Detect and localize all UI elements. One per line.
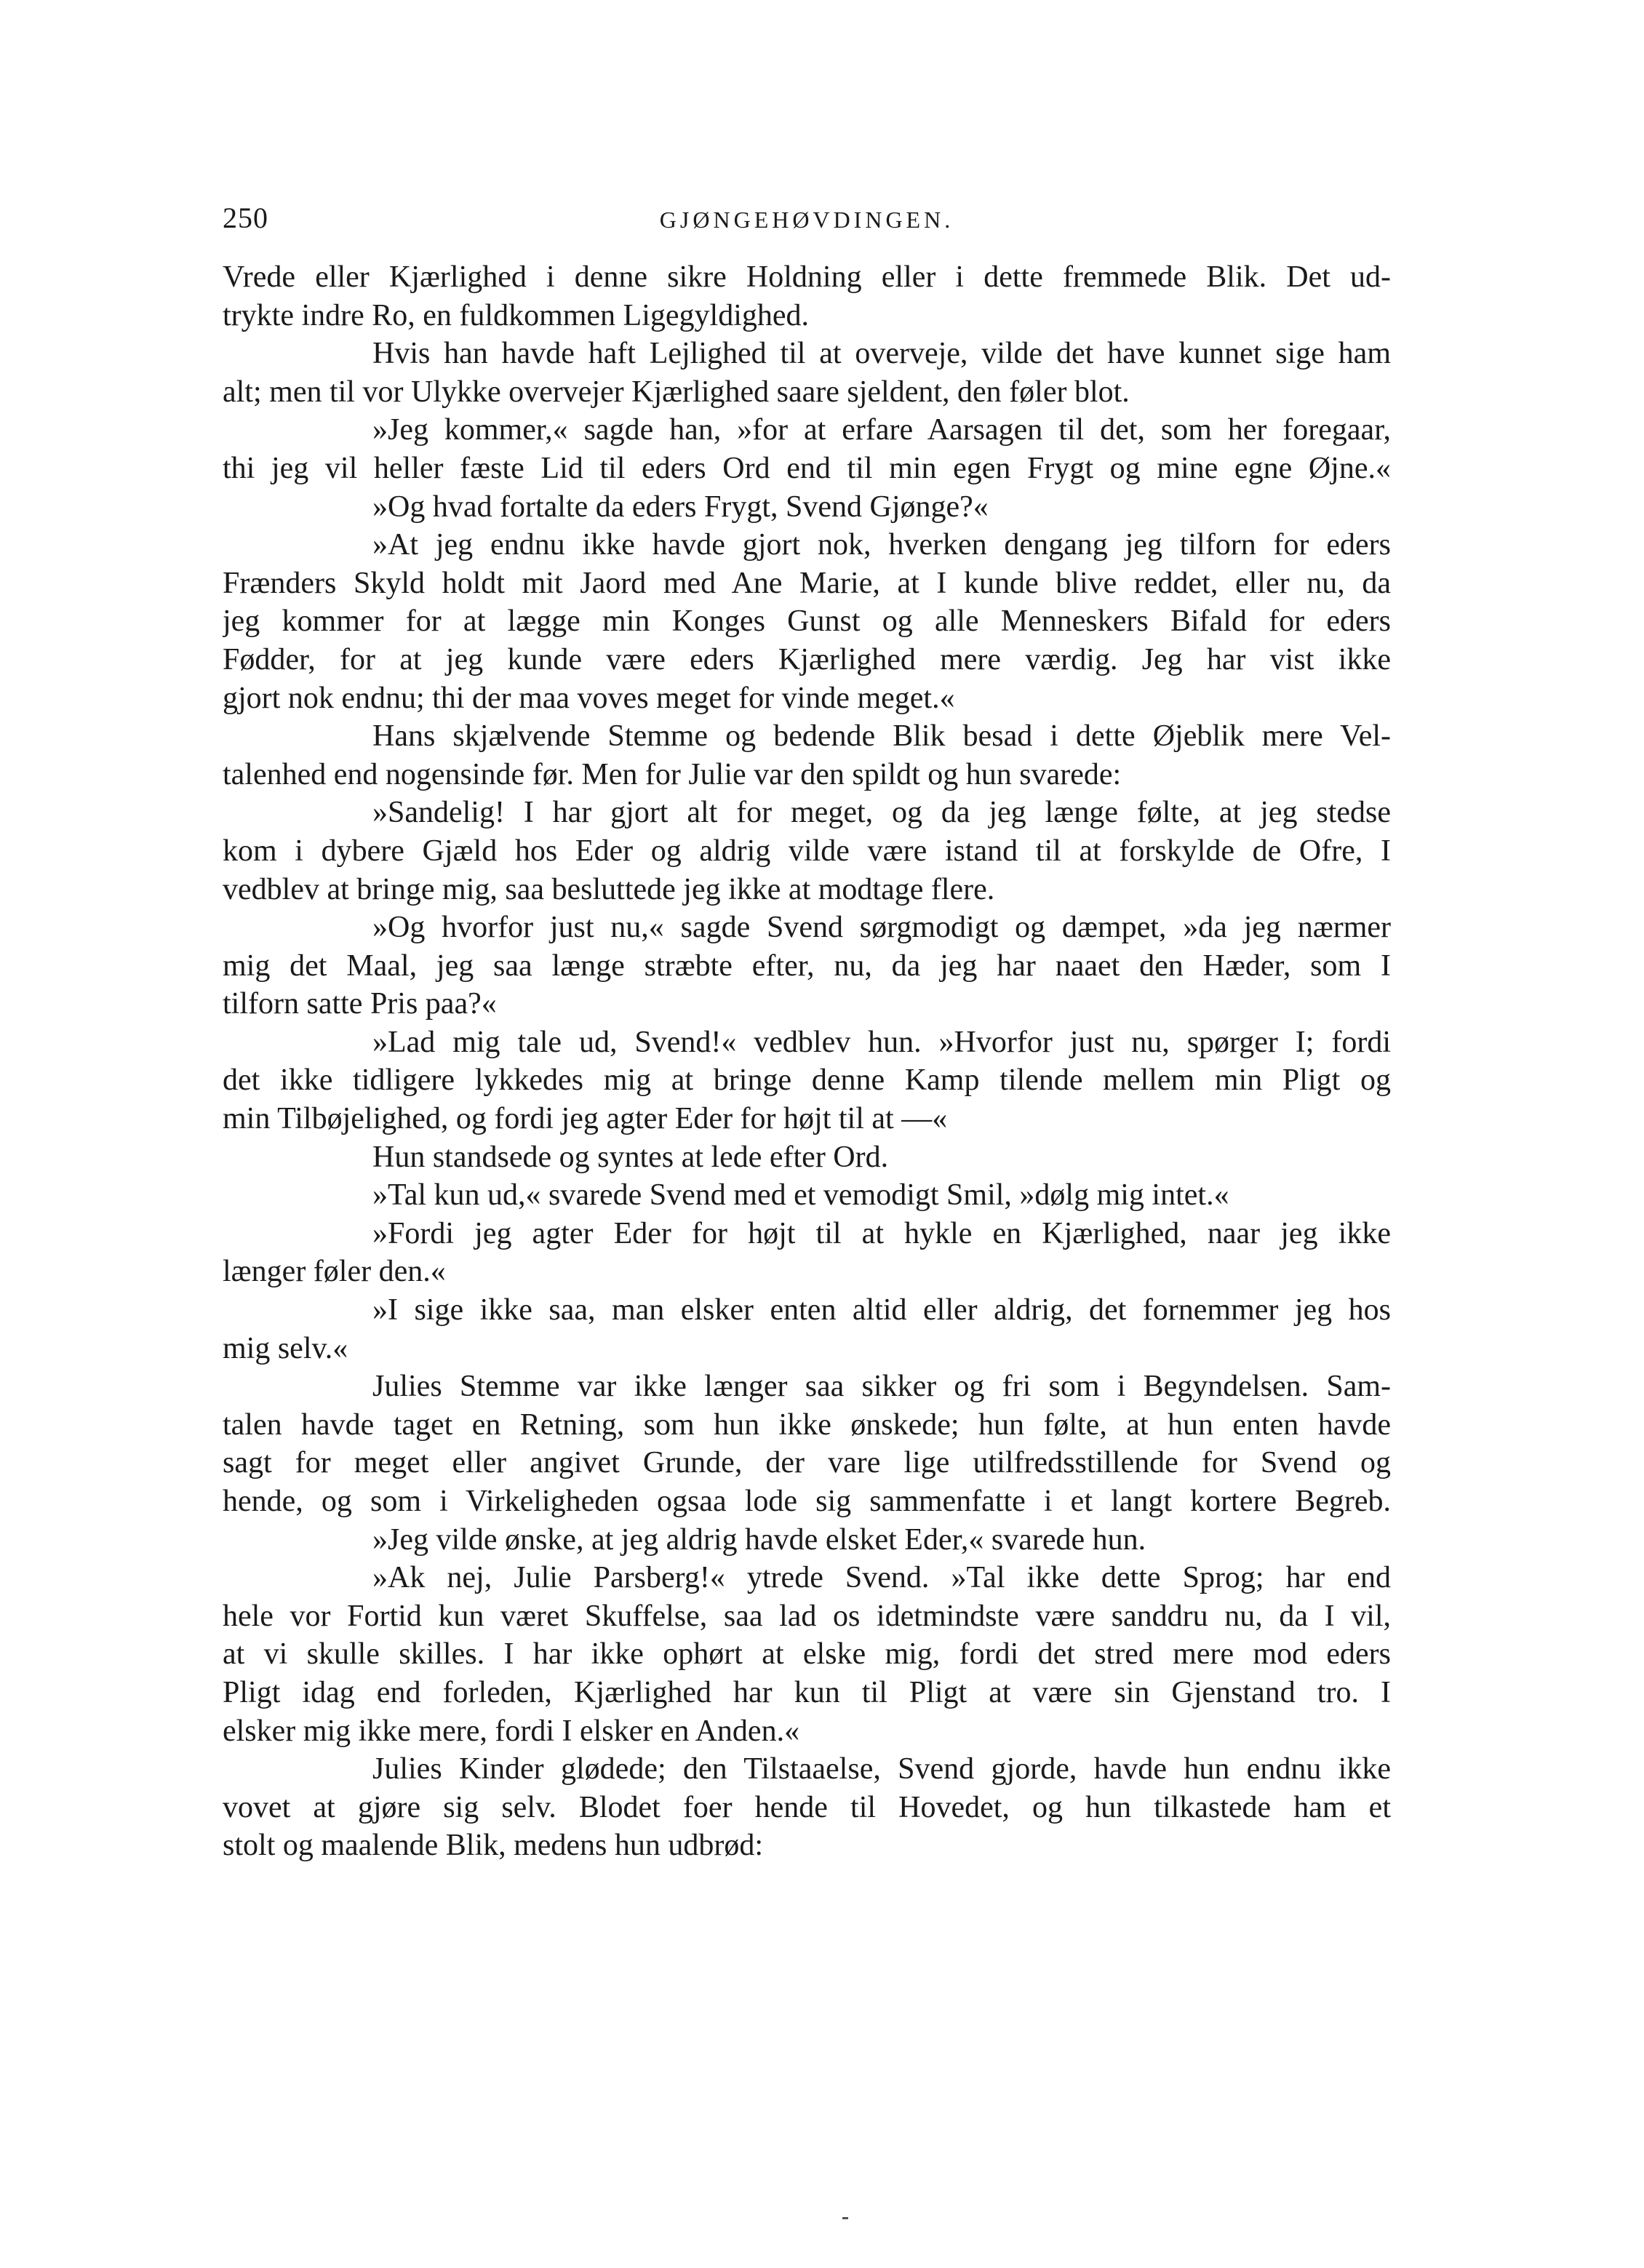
text-line: elsker mig ikke mere, fordi I elsker en Anden.« (223, 1714, 800, 1748)
text-line: »Jeg vilde ønske, at jeg aldrig havde elsket Eder,« svarede hun. (372, 1522, 1146, 1557)
text-line: Julies Stemme var ikke længer saa sikker og fri som i Begyndelsen. Sam- (372, 1370, 1391, 1404)
text-line: mig selv.« (223, 1331, 348, 1365)
text-line: mig det Maal, jeg saa længe stræbte efter, nu, da jeg har naaet den Hæder, som I (223, 949, 1391, 983)
text-line: sagt for meget eller angivet Grunde, der vare lige utilfredsstillende for Svend og (223, 1446, 1391, 1480)
text-line: Julies Kinder glødede; den Tilstaaelse, Svend gjorde, havde hun endnu ikke (372, 1752, 1391, 1786)
text-line: »Fordi jeg agter Eder for højt til at hykle en Kjærlighed, naar jeg ikke (372, 1216, 1391, 1250)
text-line: tilforn satte Pris paa?« (223, 987, 497, 1021)
page-header (223, 201, 1391, 244)
text-line: »At jeg endnu ikke havde gjort nok, hverken dengang jeg tilforn for eders (372, 528, 1391, 562)
text-line: alt; men til vor Ulykke overvejer Kjærlighed saare sjeldent, den føler blot. (223, 375, 1130, 409)
text-line: talenhed end nogensinde før. Men for Julie var den spildt og hun svarede: (223, 757, 1122, 791)
text-line: kom i dybere Gjæld hos Eder og aldrig vilde være istand til at forskylde de Ofre, I (223, 834, 1391, 868)
text-line: hele vor Fortid kun været Skuffelse, saa lad os idetmindste være sanddru nu, da I vil, (223, 1599, 1391, 1633)
text-line: »Lad mig tale ud, Svend!« vedblev hun. »Hvorfor just nu, spørger I; fordi (372, 1025, 1391, 1059)
text-line: Fødder, for at jeg kunde være eders Kjærlighed mere værdig. Jeg har vist ikke (223, 642, 1391, 676)
text-line: thi jeg vil heller fæste Lid til eders Ord end til min egen Frygt og mine egne Øjne.« (223, 451, 1391, 485)
text-line: talen havde taget en Retning, som hun ikke ønskede; hun følte, at hun enten havde (223, 1407, 1391, 1442)
text-line: »Og hvad fortalte da eders Frygt, Svend Gjønge?« (372, 490, 989, 524)
text-line: Vrede eller Kjærlighed i denne sikre Holdning eller i dette fremmede Blik. Det ud- (223, 260, 1391, 294)
text-line: Hans skjælvende Stemme og bedende Blik besad i dette Øjeblik mere Vel- (372, 719, 1391, 754)
page-number: 250 (223, 201, 268, 234)
text-line: længer føler den.« (223, 1255, 446, 1289)
text-line: jeg kommer for at lægge min Konges Gunst og alle Menneskers Bifald for eders (223, 604, 1391, 639)
text-line: gjort nok endnu; thi der maa voves meget for vinde meget.« (223, 681, 955, 715)
text-line: min Tilbøjelighed, og fordi jeg agter Eder for højt til at —« (223, 1102, 948, 1136)
text-line: »I sige ikke saa, man elsker enten altid eller aldrig, det fornemmer jeg hos (372, 1293, 1391, 1327)
text-line: Frænders Skyld holdt mit Jaord med Ane Marie, at I kunde blive reddet, eller nu, da (223, 566, 1391, 600)
text-line: »Tal kun ud,« svarede Svend med et vemodigt Smil, »dølg mig intet.« (372, 1178, 1229, 1213)
text-line: »Sandelig! I har gjort alt for meget, og da jeg længe følte, at jeg stedse (372, 796, 1391, 830)
text-line: stolt og maalende Blik, medens hun udbrød: (223, 1829, 764, 1863)
text-line: Pligt idag end forleden, Kjærlighed har kun til Pligt at være sin Gjenstand tro. I (223, 1675, 1391, 1709)
running-title: GJØNGEHØVDINGEN. (659, 207, 954, 233)
print-speck (842, 2217, 848, 2219)
text-line: »Og hvorfor just nu,« sagde Svend sørgmodigt og dæmpet, »da jeg nærmer (372, 911, 1391, 945)
body-text (223, 258, 1391, 1865)
text-line: trykte indre Ro, en fuldkommen Ligegyldighed. (223, 298, 809, 332)
text-line: vedblev at bringe mig, saa besluttede jeg ikke at modtage flere. (223, 872, 995, 906)
text-line: Hvis han havde haft Lejlighed til at overveje, vilde det have kunnet sige ham (372, 337, 1391, 371)
text-line: at vi skulle skilles. I har ikke ophørt at elske mig, fordi det stred mere mod eders (223, 1637, 1391, 1672)
text-line: hende, og som i Virkeligheden ogsaa lode sig sammenfatte i et langt kortere Begreb. (223, 1485, 1391, 1518)
text-line: »Ak nej, Julie Parsberg!« ytrede Svend. »Tal ikke dette Sprog; har end (372, 1561, 1391, 1595)
text-line: »Jeg kommer,« sagde han, »for at erfare Aarsagen til det, som her foregaar, (372, 413, 1391, 447)
text-line: Hun standsede og syntes at lede efter Ord. (372, 1140, 889, 1174)
text-line: det ikke tidligere lykkedes mig at bringe denne Kamp tilende mellem min Pligt og (223, 1063, 1391, 1098)
text-line: vovet at gjøre sig selv. Blodet foer hende til Hovedet, og hun tilkastede ham et (223, 1790, 1391, 1824)
